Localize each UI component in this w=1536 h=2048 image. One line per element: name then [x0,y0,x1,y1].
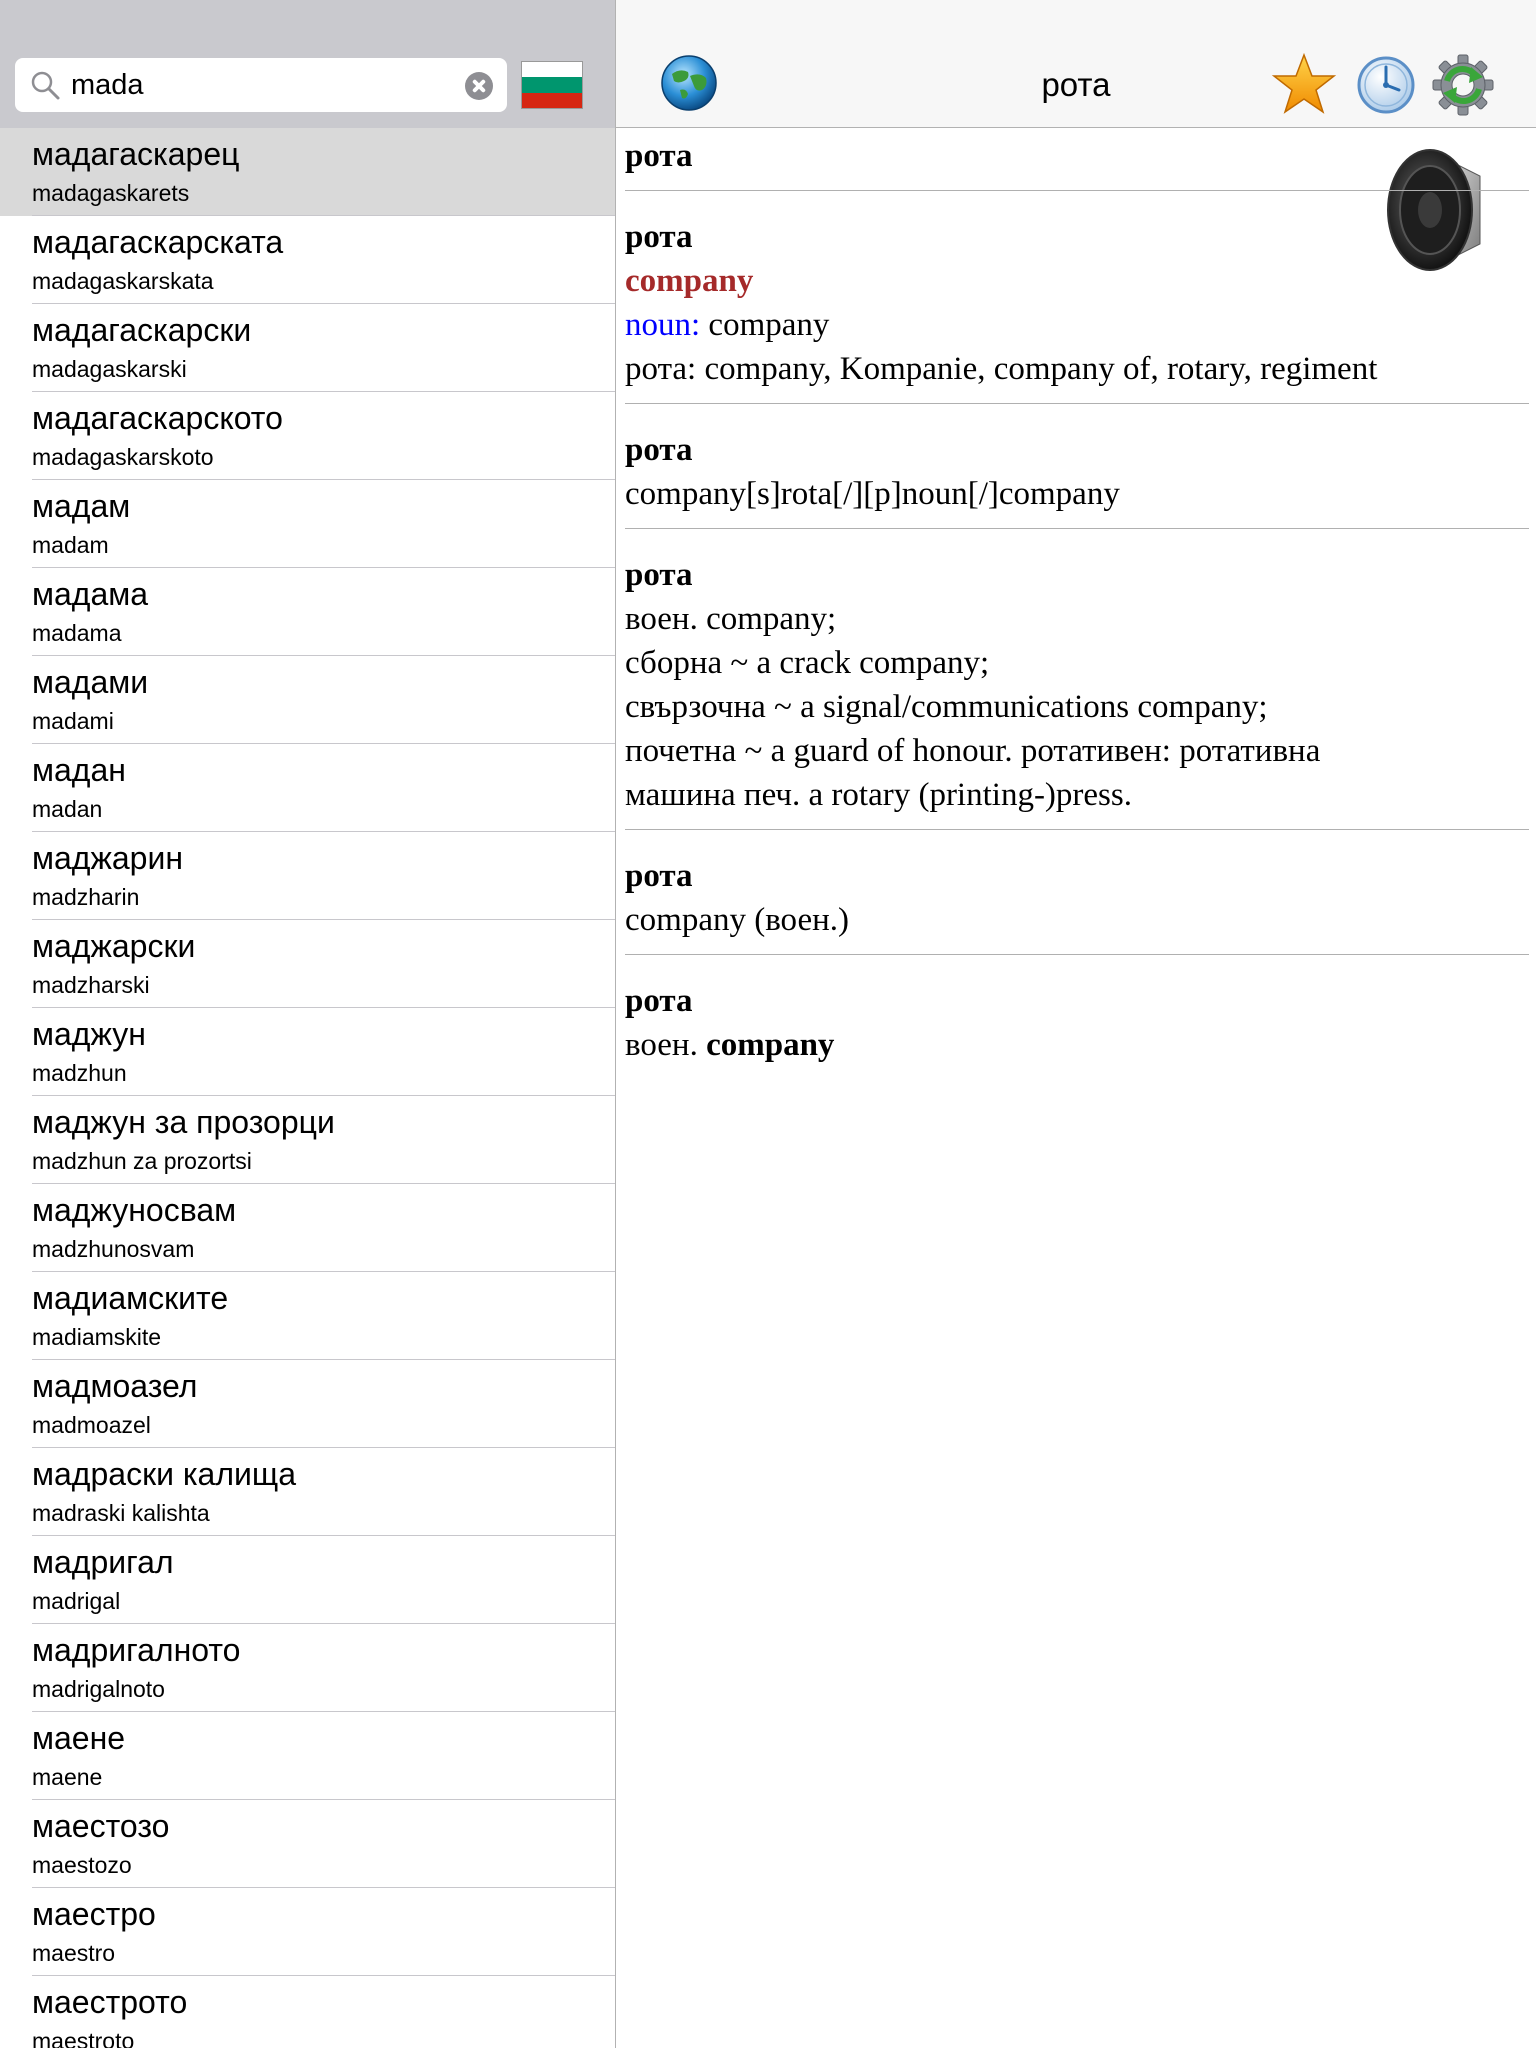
flag-stripe-green [522,77,582,92]
entry-line: рота: company, Kompanie, company of, rotary, regiment [625,351,1378,387]
list-item[interactable] [0,1624,615,1712]
star-favorite-icon[interactable] [1271,52,1337,118]
list-item[interactable] [0,1184,615,1272]
list-item[interactable] [0,480,615,568]
search-field[interactable] [15,58,507,112]
settings-refresh-gear-icon[interactable] [1430,52,1496,118]
list-item[interactable] [0,1272,615,1360]
word-text: мадам [32,488,131,524]
entry-4 [625,547,1529,830]
entry-line: свързочна ~ a signal/communications company; [625,689,1268,725]
word-transliteration: madmoazel [32,1412,151,1438]
word-transliteration: madagaskarskata [32,268,214,294]
word-transliteration: madagaskarski [32,356,187,382]
entry-bold-translation: company [706,1027,835,1063]
bulgarian-flag-icon[interactable] [521,61,583,109]
word-list[interactable] [0,128,615,2048]
entry-1 [625,128,1529,191]
split-divider [615,0,616,2048]
search-input[interactable] [71,64,461,106]
word-text: мадагаскарското [32,400,283,436]
word-transliteration: madami [32,708,114,734]
entry-pos-line [625,303,1529,347]
word-transliteration: maestozo [32,1852,132,1878]
page-title: рота [1041,66,1111,103]
entry-headword: рота [625,983,693,1019]
list-item[interactable] [0,920,615,1008]
search-bar-area [0,0,615,128]
flag-stripe-red [522,93,582,108]
word-text: маестрото [32,1984,188,2020]
word-transliteration: maestro [32,1940,116,1966]
part-of-speech-label: noun: [625,307,701,343]
word-transliteration: madiamskite [32,1324,162,1350]
word-transliteration: madzharin [32,884,140,910]
pos-translation: company [700,307,830,343]
entry-headword: рота [625,432,693,468]
word-transliteration: madama [32,620,122,646]
word-transliteration: maestroto [32,2028,135,2048]
entry-line: сборна ~ a crack company; [625,645,990,681]
word-text: мадраски калища [32,1456,296,1492]
word-text: маджуносвам [32,1192,237,1228]
word-transliteration: madrigalnoto [32,1676,165,1702]
list-item[interactable] [0,392,615,480]
entry-line: воен. company; [625,601,837,637]
entry-line: почетна ~ a guard of honour. ротативен: ротативна [625,733,1321,769]
list-item[interactable] [0,656,615,744]
word-text: мадагаскарски [32,312,252,348]
word-transliteration: madagaskarets [32,180,190,206]
word-text: мадагаскарец [32,136,240,172]
word-text: маене [32,1720,126,1756]
word-text: мадмоазел [32,1368,198,1404]
entry-headword: рота [625,138,693,174]
word-transliteration: maene [32,1764,103,1790]
word-text: маестро [32,1896,156,1932]
word-transliteration: madrigal [32,1588,121,1614]
entry-5 [625,848,1529,955]
entry-headword: рота [625,557,693,593]
entry-3 [625,422,1529,529]
word-text: мадами [32,664,149,700]
entry-prefix: воен. [625,1027,707,1063]
word-transliteration: madan [32,796,103,822]
word-transliteration: madzharski [32,972,150,998]
word-text: мадагаскарската [32,224,284,260]
list-item[interactable] [0,1008,615,1096]
list-item[interactable] [0,1536,615,1624]
entry-line: company (воен.) [625,902,850,938]
navigation-bar [616,0,1536,128]
list-item[interactable] [0,744,615,832]
entry-line [625,1023,1529,1067]
list-item[interactable] [0,1448,615,1536]
word-transliteration: madzhunosvam [32,1236,195,1262]
word-text: мадригал [32,1544,174,1580]
history-clock-icon[interactable] [1353,52,1419,118]
list-item[interactable] [0,1800,615,1888]
word-transliteration: madzhun za prozortsi [32,1148,252,1174]
word-transliteration: madam [32,532,109,558]
word-transliteration: madraski kalishta [32,1500,210,1526]
entry-line: company[s]rota[/][p]noun[/]company [625,476,1120,512]
dictionary-content [625,128,1529,1097]
entry-6 [625,973,1529,1079]
word-text: маестозо [32,1808,170,1844]
list-item[interactable] [0,568,615,656]
list-item[interactable] [0,832,615,920]
word-text: маджарин [32,840,184,876]
list-item[interactable] [0,1096,615,1184]
word-text: мадама [32,576,149,612]
list-item[interactable] [0,304,615,392]
word-text: маджарски [32,928,196,964]
entry-2 [625,209,1529,404]
word-text: мадригалното [32,1632,241,1668]
word-text: мадан [32,752,126,788]
word-text: маджун за прозорци [32,1104,335,1140]
word-text: мадиамските [32,1280,229,1316]
flag-stripe-white [522,62,582,77]
list-item[interactable] [0,1360,615,1448]
clear-search-icon[interactable] [465,72,493,100]
word-transliteration: madzhun [32,1060,127,1086]
word-text: маджун [32,1016,146,1052]
entry-headword: рота [625,858,693,894]
list-item[interactable] [0,1712,615,1800]
entry-headword: рота [625,219,693,255]
word-transliteration: madagaskarskoto [32,444,214,470]
search-icon [29,69,61,101]
entry-translation: company [625,263,754,299]
list-item[interactable] [0,216,615,304]
entry-line: машина печ. a rotary (printing-)press. [625,777,1132,813]
list-item[interactable] [0,1888,615,1976]
list-item[interactable] [0,1976,615,2048]
list-item[interactable] [0,128,615,216]
